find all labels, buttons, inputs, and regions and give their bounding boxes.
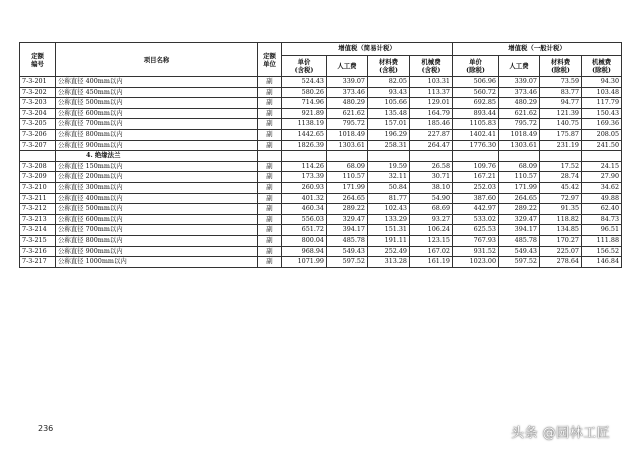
section-title: 4. 绝缘法兰 <box>56 151 258 162</box>
table-row <box>20 235 622 246</box>
cell-simple-machine: 123.15 <box>410 235 453 246</box>
cell-general-price: 893.44 <box>453 108 499 119</box>
cell-unit: 副 <box>258 246 282 257</box>
cell-general-price: 625.53 <box>453 225 499 236</box>
cell-general-price: 767.93 <box>453 235 499 246</box>
table-row <box>20 172 622 183</box>
cell-general-price: 442.97 <box>453 204 499 215</box>
cell-code: 7-3-210 <box>20 182 56 193</box>
cell-simple-material: 32.11 <box>368 172 410 183</box>
cell-general-price: 506.96 <box>453 77 499 88</box>
cell-simple-price: 714.96 <box>282 98 327 109</box>
table-row <box>20 246 622 257</box>
cell-simple-labor: 1018.49 <box>327 129 368 140</box>
cell-general-labor: 68.09 <box>499 161 540 172</box>
cell-general-machine: 34.62 <box>582 182 622 193</box>
cell-simple-material: 105.66 <box>368 98 410 109</box>
cell-general-material: 140.75 <box>540 119 582 130</box>
cell-simple-material: 19.59 <box>368 161 410 172</box>
cell-simple-labor: 621.62 <box>327 108 368 119</box>
cell-unit: 副 <box>258 98 282 109</box>
cell-general-material: 231.19 <box>540 140 582 151</box>
cell-simple-material: 252.49 <box>368 246 410 257</box>
cell-empty <box>327 151 368 162</box>
cell-general-material: 83.77 <box>540 87 582 98</box>
cell-general-price: 1776.30 <box>453 140 499 151</box>
cell-code: 7-3-217 <box>20 257 56 268</box>
cell-simple-price: 1442.65 <box>282 129 327 140</box>
cell-simple-machine: 264.47 <box>410 140 453 151</box>
table-row <box>20 77 622 88</box>
cell-simple-labor: 68.09 <box>327 161 368 172</box>
cell-simple-price: 460.34 <box>282 204 327 215</box>
cell-general-labor: 621.62 <box>499 108 540 119</box>
cell-simple-machine: 68.69 <box>410 204 453 215</box>
cell-simple-price: 1826.39 <box>282 140 327 151</box>
cell-simple-labor: 329.47 <box>327 214 368 225</box>
cell-simple-machine: 113.37 <box>410 87 453 98</box>
table-row <box>20 204 622 215</box>
table-row <box>20 161 622 172</box>
cell-general-labor: 1018.49 <box>499 129 540 140</box>
cell-general-machine: 208.05 <box>582 129 622 140</box>
header-simple-price: 单价 (含税) <box>282 56 327 77</box>
cell-simple-material: 313.28 <box>368 257 410 268</box>
cell-name: 公称直径 300mm以内 <box>56 182 258 193</box>
cell-general-labor: 264.65 <box>499 193 540 204</box>
cell-general-price: 167.21 <box>453 172 499 183</box>
cell-name: 公称直径 600mm以内 <box>56 108 258 119</box>
cell-code: 7-3-216 <box>20 246 56 257</box>
cell-name: 公称直径 700mm以内 <box>56 225 258 236</box>
cell-general-price: 533.02 <box>453 214 499 225</box>
cell-simple-labor: 549.43 <box>327 246 368 257</box>
cell-general-price: 252.03 <box>453 182 499 193</box>
cell-general-material: 175.87 <box>540 129 582 140</box>
cell-general-labor: 171.99 <box>499 182 540 193</box>
cell-name: 公称直径 400mm以内 <box>56 77 258 88</box>
cell-simple-price: 921.89 <box>282 108 327 119</box>
cell-simple-price: 968.94 <box>282 246 327 257</box>
cell-general-machine: 27.90 <box>582 172 622 183</box>
cell-unit: 副 <box>258 193 282 204</box>
cell-general-material: 118.82 <box>540 214 582 225</box>
cell-name: 公称直径 600mm以内 <box>56 214 258 225</box>
cell-general-machine: 117.79 <box>582 98 622 109</box>
cell-name: 公称直径 800mm以内 <box>56 129 258 140</box>
cell-general-price: 109.76 <box>453 161 499 172</box>
cell-name: 公称直径 900mm以内 <box>56 246 258 257</box>
cell-code: 7-3-208 <box>20 161 56 172</box>
table-row <box>20 225 622 236</box>
cell-name: 公称直径 800mm以内 <box>56 235 258 246</box>
header-simple-machine: 机械费 (含税) <box>410 56 453 77</box>
cell-empty <box>368 151 410 162</box>
cell-unit: 副 <box>258 182 282 193</box>
cell-unit: 副 <box>258 119 282 130</box>
cell-simple-price: 800.04 <box>282 235 327 246</box>
cell-code: 7-3-203 <box>20 98 56 109</box>
cell-empty <box>582 151 622 162</box>
table-row <box>20 119 622 130</box>
cell-general-material: 278.64 <box>540 257 582 268</box>
cell-general-machine: 241.50 <box>582 140 622 151</box>
cell-general-machine: 24.15 <box>582 161 622 172</box>
cell-simple-price: 401.32 <box>282 193 327 204</box>
cell-general-labor: 373.46 <box>499 87 540 98</box>
cell-general-machine: 62.40 <box>582 204 622 215</box>
cell-general-labor: 394.17 <box>499 225 540 236</box>
header-code: 定额 编号 <box>20 43 56 77</box>
page-number: 236 <box>38 424 54 433</box>
cell-simple-material: 135.48 <box>368 108 410 119</box>
cell-code: 7-3-214 <box>20 225 56 236</box>
table-row <box>20 214 622 225</box>
cell-general-machine: 169.36 <box>582 119 622 130</box>
cell-empty <box>410 151 453 162</box>
cell-empty <box>453 151 499 162</box>
cell-empty <box>282 151 327 162</box>
table-row <box>20 98 622 109</box>
cell-general-machine: 49.88 <box>582 193 622 204</box>
cell-general-price: 560.72 <box>453 87 499 98</box>
cell-general-material: 17.52 <box>540 161 582 172</box>
quota-table <box>19 42 622 268</box>
cell-code: 7-3-202 <box>20 87 56 98</box>
cell-code: 7-3-213 <box>20 214 56 225</box>
cell-simple-material: 191.11 <box>368 235 410 246</box>
cell-simple-labor: 171.99 <box>327 182 368 193</box>
cell-simple-price: 524.43 <box>282 77 327 88</box>
cell-empty <box>499 151 540 162</box>
cell-general-labor: 289.22 <box>499 204 540 215</box>
cell-general-price: 1402.41 <box>453 129 499 140</box>
cell-simple-machine: 93.27 <box>410 214 453 225</box>
cell-general-machine: 111.88 <box>582 235 622 246</box>
header-general-price: 单价 (除税) <box>453 56 499 77</box>
cell-code: 7-3-215 <box>20 235 56 246</box>
cell-general-labor: 597.52 <box>499 257 540 268</box>
cell-name: 公称直径 500mm以内 <box>56 204 258 215</box>
cell-simple-price: 114.26 <box>282 161 327 172</box>
cell-simple-material: 151.31 <box>368 225 410 236</box>
cell-simple-machine: 30.71 <box>410 172 453 183</box>
cell-simple-material: 196.29 <box>368 129 410 140</box>
table-row <box>20 129 622 140</box>
cell-general-material: 73.59 <box>540 77 582 88</box>
cell-general-material: 94.77 <box>540 98 582 109</box>
cell-simple-price: 651.72 <box>282 225 327 236</box>
cell-general-machine: 156.52 <box>582 246 622 257</box>
cell-simple-labor: 373.46 <box>327 87 368 98</box>
cell-simple-labor: 480.29 <box>327 98 368 109</box>
cell-unit: 副 <box>258 140 282 151</box>
table-row <box>20 108 622 119</box>
cell-general-material: 121.39 <box>540 108 582 119</box>
cell-general-labor: 795.72 <box>499 119 540 130</box>
cell-general-machine: 96.51 <box>582 225 622 236</box>
cell-general-material: 91.35 <box>540 204 582 215</box>
header-name: 项目名称 <box>56 43 258 77</box>
header-general-machine: 机械费 (除税) <box>582 56 622 77</box>
header-simple-material: 材料费 (含税) <box>368 56 410 77</box>
cell-general-price: 1105.83 <box>453 119 499 130</box>
cell-general-labor: 110.57 <box>499 172 540 183</box>
table-body <box>20 77 622 268</box>
cell-empty <box>258 151 282 162</box>
cell-unit: 副 <box>258 87 282 98</box>
cell-general-machine: 150.43 <box>582 108 622 119</box>
cell-general-labor: 485.78 <box>499 235 540 246</box>
cell-general-labor: 1303.61 <box>499 140 540 151</box>
cell-simple-material: 258.31 <box>368 140 410 151</box>
cell-simple-machine: 161.19 <box>410 257 453 268</box>
table-row <box>20 140 622 151</box>
cell-simple-material: 82.05 <box>368 77 410 88</box>
cell-code: 7-3-204 <box>20 108 56 119</box>
cell-name: 公称直径 500mm以内 <box>56 98 258 109</box>
cell-simple-price: 580.26 <box>282 87 327 98</box>
cell-general-price: 931.52 <box>453 246 499 257</box>
cell-general-price: 692.85 <box>453 98 499 109</box>
section-row <box>20 151 622 162</box>
table-row <box>20 257 622 268</box>
cell-code <box>20 151 56 162</box>
header-group-simple: 增值税（简易计税） <box>282 43 453 56</box>
cell-simple-machine: 227.87 <box>410 129 453 140</box>
cell-code: 7-3-209 <box>20 172 56 183</box>
cell-general-labor: 329.47 <box>499 214 540 225</box>
cell-simple-labor: 289.22 <box>327 204 368 215</box>
cell-general-price: 387.60 <box>453 193 499 204</box>
cell-simple-machine: 129.01 <box>410 98 453 109</box>
cell-code: 7-3-211 <box>20 193 56 204</box>
cell-general-machine: 94.30 <box>582 77 622 88</box>
cell-general-material: 45.42 <box>540 182 582 193</box>
cell-code: 7-3-205 <box>20 119 56 130</box>
cell-simple-machine: 26.58 <box>410 161 453 172</box>
cell-unit: 副 <box>258 129 282 140</box>
cell-general-material: 225.07 <box>540 246 582 257</box>
cell-general-material: 134.85 <box>540 225 582 236</box>
cell-name: 公称直径 400mm以内 <box>56 193 258 204</box>
cell-simple-machine: 54.90 <box>410 193 453 204</box>
cell-simple-machine: 167.02 <box>410 246 453 257</box>
cell-empty <box>540 151 582 162</box>
cell-name: 公称直径 900mm以内 <box>56 140 258 151</box>
table-header <box>20 43 622 77</box>
cell-unit: 副 <box>258 235 282 246</box>
cell-unit: 副 <box>258 161 282 172</box>
cell-name: 公称直径 450mm以内 <box>56 87 258 98</box>
table-row <box>20 193 622 204</box>
cell-simple-price: 173.39 <box>282 172 327 183</box>
cell-simple-price: 556.03 <box>282 214 327 225</box>
cell-simple-labor: 1303.61 <box>327 140 368 151</box>
cell-general-material: 72.97 <box>540 193 582 204</box>
cell-simple-labor: 110.57 <box>327 172 368 183</box>
cell-simple-material: 102.43 <box>368 204 410 215</box>
cell-simple-material: 50.84 <box>368 182 410 193</box>
cell-unit: 副 <box>258 257 282 268</box>
cell-name: 公称直径 200mm以内 <box>56 172 258 183</box>
table-row <box>20 87 622 98</box>
header-unit: 定额 单位 <box>258 43 282 77</box>
cell-unit: 副 <box>258 225 282 236</box>
cell-name: 公称直径 150mm以内 <box>56 161 258 172</box>
cell-simple-machine: 164.79 <box>410 108 453 119</box>
cell-code: 7-3-206 <box>20 129 56 140</box>
cell-general-machine: 84.73 <box>582 214 622 225</box>
table-row <box>20 182 622 193</box>
cell-simple-labor: 339.07 <box>327 77 368 88</box>
cell-general-labor: 549.43 <box>499 246 540 257</box>
cell-simple-machine: 103.31 <box>410 77 453 88</box>
cell-name: 公称直径 1000mm以内 <box>56 257 258 268</box>
cell-general-price: 1023.00 <box>453 257 499 268</box>
cell-unit: 副 <box>258 172 282 183</box>
cell-code: 7-3-207 <box>20 140 56 151</box>
cell-simple-material: 157.01 <box>368 119 410 130</box>
cell-simple-price: 260.93 <box>282 182 327 193</box>
cell-unit: 副 <box>258 214 282 225</box>
cell-simple-material: 81.77 <box>368 193 410 204</box>
cell-unit: 副 <box>258 108 282 119</box>
header-simple-labor: 人工费 <box>327 56 368 77</box>
cell-simple-labor: 394.17 <box>327 225 368 236</box>
cell-general-labor: 339.07 <box>499 77 540 88</box>
header-group-general: 增值税（一般计税） <box>453 43 622 56</box>
cell-simple-machine: 38.10 <box>410 182 453 193</box>
cell-unit: 副 <box>258 204 282 215</box>
cell-simple-price: 1138.19 <box>282 119 327 130</box>
cell-code: 7-3-201 <box>20 77 56 88</box>
cell-simple-labor: 264.65 <box>327 193 368 204</box>
header-general-material: 材料费 (除税) <box>540 56 582 77</box>
cell-simple-material: 133.29 <box>368 214 410 225</box>
cell-code: 7-3-212 <box>20 204 56 215</box>
watermark-text: 头条 @园林工匠 <box>511 426 611 441</box>
cell-name: 公称直径 700mm以内 <box>56 119 258 130</box>
cell-general-machine: 146.84 <box>582 257 622 268</box>
cell-simple-machine: 185.46 <box>410 119 453 130</box>
cell-simple-material: 93.43 <box>368 87 410 98</box>
cell-general-material: 28.74 <box>540 172 582 183</box>
header-general-labor: 人工费 <box>499 56 540 77</box>
cell-general-labor: 480.29 <box>499 98 540 109</box>
cell-unit: 副 <box>258 77 282 88</box>
cell-simple-labor: 485.78 <box>327 235 368 246</box>
cell-general-material: 170.27 <box>540 235 582 246</box>
cell-simple-price: 1071.99 <box>282 257 327 268</box>
cell-general-machine: 103.48 <box>582 87 622 98</box>
cell-simple-machine: 106.24 <box>410 225 453 236</box>
cell-simple-labor: 597.52 <box>327 257 368 268</box>
cell-simple-labor: 795.72 <box>327 119 368 130</box>
